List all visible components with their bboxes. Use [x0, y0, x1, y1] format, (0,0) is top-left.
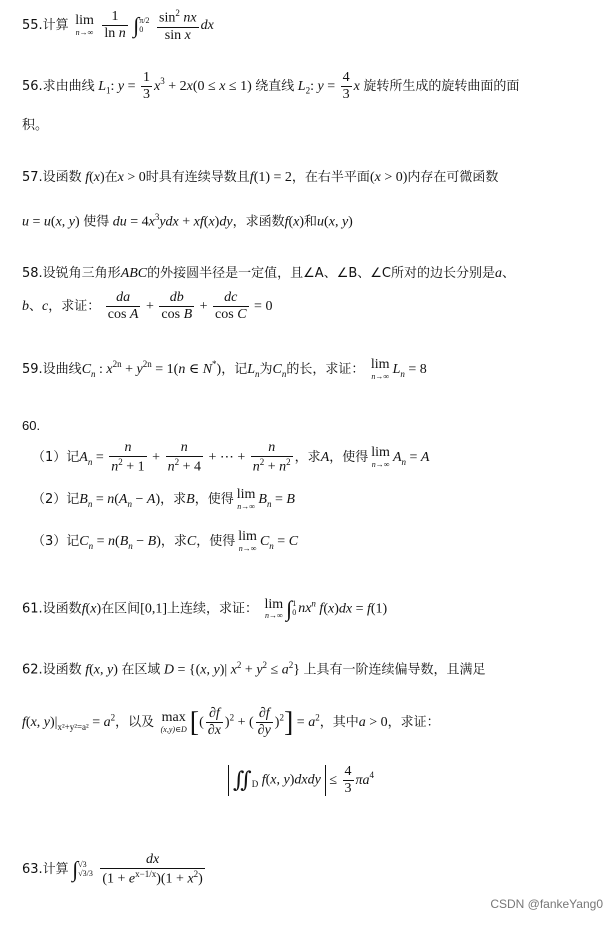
- text: ，求: [160, 533, 187, 549]
- text: ，求证：: [387, 715, 440, 731]
- text: 在: [104, 170, 118, 185]
- integral-sign: ∫: [286, 596, 293, 621]
- text: 时具有连续导数且: [145, 170, 250, 185]
- problem-58: 58.设锐角三角形ABC的外接圆半径是一定值，且∠A、∠B、∠C所对的边长分别是a、: [22, 266, 516, 281]
- problem-62-label: 62.设函数: [22, 662, 82, 678]
- fraction: $\frac{\sin^2 nx}{\text{sin x}}$: [159, 8, 197, 43]
- integral-sign: ∫: [133, 12, 140, 38]
- text: 在区间: [101, 601, 141, 617]
- problem-56: 56.求由曲线 $L_1$: y = $\frac{1}{3}$ $x^3 + 2x(0 \le x \le 1)$ 绕直线 $L_2$: y = $\frac{4}{3}$ x 旋转所生成的旋转曲面的面: [22, 70, 520, 103]
- watermark: CSDN @fankeYang0: [490, 897, 603, 911]
- text: 和: [304, 214, 318, 230]
- text: 使得: [83, 214, 110, 230]
- problem-61-label: 61.设函数: [22, 601, 82, 617]
- text: ，其中: [319, 715, 359, 731]
- text: ，求证：: [48, 298, 101, 314]
- problem-56-mid: 绕直线: [255, 78, 295, 94]
- absolute-value: $∬_D$ f(x, y)dxdy: [228, 765, 326, 795]
- text: ，求: [160, 491, 187, 507]
- problem-57-label: 57.设函数: [22, 170, 82, 185]
- text: ，求: [294, 450, 321, 466]
- problem-60-part3: （3）记$C_n = n(B_n - B)$，求C，使得 lim n→∞ $C_n = C$: [32, 529, 299, 553]
- problem-56-label: 56.求由曲线: [22, 78, 95, 94]
- fraction: $\frac{1}{\text{ln n}}$: [104, 9, 126, 42]
- problem-57-line2: u = u(x, y) 使得 du = $4x^3ydx + xf(x)dy$，求函数f(x)和u(x, y): [22, 212, 353, 230]
- problem-60-part2: （2）记$B_n = n(A_n - A)$，求B，使得 lim n→∞ $B_n = B$: [32, 487, 295, 511]
- text: 的外接圆半径是一定值，且∠A、∠B、∠C所对的边长分别是: [147, 266, 495, 281]
- text: 上连续，求证：: [166, 601, 258, 617]
- text: 在区域: [121, 662, 161, 678]
- double-integral-sign: ∬: [233, 767, 252, 793]
- problem-62-inequality: $∬_D$ f(x, y)dxdy ≤ $\frac{4}{3}$ $\pi a^4$: [228, 764, 374, 797]
- problem-62-line2: f(x, $y)|_{x^2+y^2=a^2} = a^2$，以及 max (x,y)∈D [( $\frac{\partial f}{\partial x}$ )$^2$ + ( $\frac{\partial f}{\partial y}$ )$^2] = a^2$，其中a > 0，求证：: [22, 706, 440, 739]
- text: ，求函数: [232, 214, 285, 230]
- problem-63-label: 63.计算: [22, 862, 69, 878]
- text: （2）记: [32, 491, 80, 507]
- text: ，以及: [115, 715, 155, 731]
- text: ，使得: [329, 450, 369, 466]
- integral-sign: ∫: [72, 856, 79, 882]
- text: （1）记: [32, 450, 80, 466]
- problem-59-label: 59.设曲线: [22, 361, 82, 377]
- text: 上具有一阶连续偏导数，且满足: [303, 662, 486, 678]
- text: （3）记: [32, 533, 80, 549]
- problem-61: 61.设函数f(x)在区间[0,1]上连续，求证： lim n→∞ ∫ 1 0 $nx^n$ f(x)dx = f(1): [22, 596, 388, 621]
- text: 内存在可微函数: [407, 170, 499, 185]
- lim-operator: lim n→∞: [75, 13, 94, 38]
- problem-55: 55.计算 lim n→∞ $\frac{1}{\text{ln n}}$ ∫ π/2 0 $\frac{\sin^2 nx}{\text{sin x}}$ dx: [22, 8, 214, 43]
- problem-59: 59.设曲线$C_n$ : $x^{2n} + y^{2n} = 1(n$ ∈ N*)，记$L_n$为$C_n$的长，求证： lim n→∞ $L_n = 8$: [22, 357, 427, 381]
- text: 为: [259, 361, 273, 377]
- problem-58-label: 58.设锐角三角形: [22, 266, 121, 281]
- text: 、: [502, 266, 516, 281]
- problem-58-line2: b、c，求证： $\frac{da}{\text{cos A}}$ + $\frac{db}{\text{cos B}}$ + $\frac{dc}{\text{cos C}}$ = 0: [22, 290, 273, 323]
- text: 的长，求证：: [286, 361, 365, 377]
- text: ，在右半平面: [291, 170, 370, 185]
- lim-operator: lim n→∞: [370, 357, 390, 381]
- problem-55-label: 55.计算: [22, 18, 69, 34]
- problem-56-tail: 旋转所生成的旋转曲面的面: [363, 78, 520, 94]
- problem-62: 62.设函数 f(x, y) 在区域 D = {(x, y)| $x^2 + y^2 \le a^2$} 上具有一阶连续偏导数，且满足: [22, 660, 486, 678]
- problem-60-label: 60.: [22, 418, 41, 433]
- text: ，使得: [196, 533, 236, 549]
- text: 、: [29, 298, 43, 314]
- text: ，记: [221, 361, 248, 377]
- problem-60-part1: （1）记$A_n$ = $\frac{n}{n^2 + 1}$ + $\frac{n}{n^2 + 4}$ + ⋯ + $\frac{n}{n^2 + n^2}$ ，求A，使得 lim n→∞ $A_n = A$: [32, 440, 430, 475]
- problem-56-line2: 积。: [22, 118, 49, 133]
- text: ，使得: [194, 491, 234, 507]
- problem-57: 57.设函数 f(x)在x > 0时具有连续导数且f(1) = 2，在右半平面(x > 0)内存在可微函数: [22, 170, 499, 185]
- problem-63: 63.计算 ∫ √3 √3/3 $\frac{dx}{(1 + e^{x-1/x})(1 + x^2)}$: [22, 852, 203, 887]
